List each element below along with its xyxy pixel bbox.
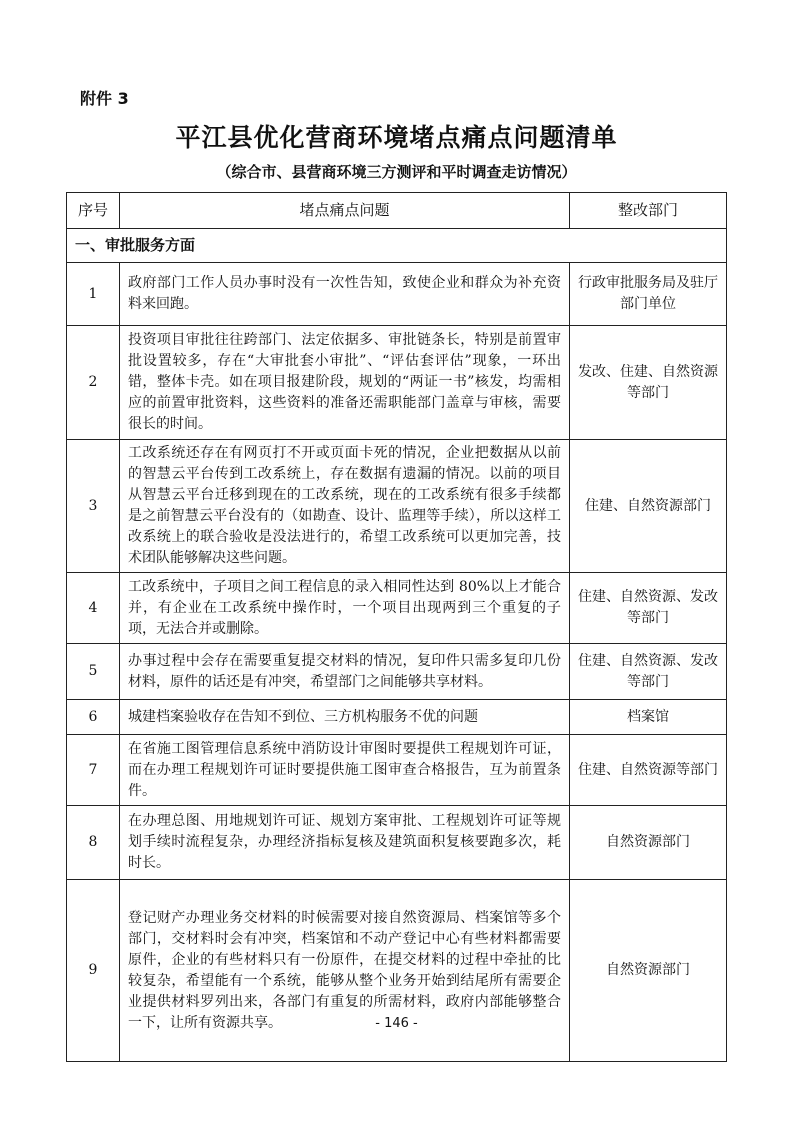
section-row <box>67 229 727 263</box>
table-row <box>67 440 727 573</box>
row-number: 4 <box>67 573 120 644</box>
row-issue: 城建档案验收存在告知不到位、三方机构服务不优的问题 <box>120 700 570 735</box>
row-number: 6 <box>67 700 120 735</box>
row-issue: 工改系统还存在有网页打不开或页面卡死的情况，企业把数据从以前的智慧云平台传到工改系统上，存在数据有遗漏的情况。以前的项目从智慧云平台迁移到现在的工改系统，现在的工改系统有很多手续都是之前智慧云平台没有的（如勘查、设计、监理等手续），所以这样工改系统上的联合验收是没法进行的，希望工改系统可以更加完善，技术团队能够解决这些问题。 <box>120 440 570 573</box>
section-title: 一、审批服务方面 <box>67 229 727 263</box>
row-issue: 工改系统中，子项目之间工程信息的录入相同性达到 80%以上才能合并，有企业在工改系统中操作时，一个项目出现两到三个重复的子项，无法合并或删除。 <box>120 573 570 644</box>
row-department: 自然资源部门 <box>570 880 727 1062</box>
row-issue: 政府部门工作人员办事时没有一次性告知，致使企业和群众为补充资料来回跑。 <box>120 263 570 326</box>
row-department: 住建、自然资源等部门 <box>570 735 727 806</box>
row-department: 住建、自然资源、发改等部门 <box>570 644 727 700</box>
row-department: 行政审批服务局及驻厅部门单位 <box>570 263 727 326</box>
attachment-label: 附件 3 <box>80 89 129 108</box>
header-department: 整改部门 <box>570 193 727 229</box>
table-row <box>67 573 727 644</box>
table-row <box>67 735 727 806</box>
page-subtitle: （综合市、县营商环境三方测评和平时调查走访情况） <box>216 163 577 181</box>
header-number: 序号 <box>67 193 120 229</box>
row-number: 8 <box>67 806 120 880</box>
row-issue: 投资项目审批往往跨部门、法定依据多、审批链条长，特别是前置审批设置较多，存在“大审批套小审批”、“评估套评估”现象，一环出错，整体卡壳。如在项目报建阶段，规划的“两证一书”核发，均需相应的前置审批资料，这些资料的准备还需职能部门盖章与审核，需要很长的时间。 <box>120 326 570 440</box>
row-department: 档案馆 <box>570 700 727 735</box>
row-number: 3 <box>67 440 120 573</box>
row-number: 2 <box>67 326 120 440</box>
row-issue: 在省施工图管理信息系统中消防设计审图时要提供工程规划许可证，而在办理工程规划许可证时要提供施工图审查合格报告，互为前置条件。 <box>120 735 570 806</box>
page-title: 平江县优化营商环境堵点痛点问题清单 <box>175 123 618 152</box>
row-department: 住建、自然资源、发改等部门 <box>570 573 727 644</box>
table-row <box>67 644 727 700</box>
table-row <box>67 700 727 735</box>
row-department: 发改、住建、自然资源等部门 <box>570 326 727 440</box>
row-number: 5 <box>67 644 120 700</box>
row-issue: 办事过程中会存在需要重复提交材料的情况，复印件只需多复印几份材料，原件的话还是有冲突，希望部门之间能够共享材料。 <box>120 644 570 700</box>
row-number: 9 <box>67 880 120 1062</box>
row-issue: 登记财产办理业务交材料的时候需要对接自然资源局、档案馆等多个部门，交材料时会有冲突，档案馆和不动产登记中心有些材料都需要原件，企业的有些材料只有一份原件，在提交材料的过程中牵扯的比较复杂，希望能有一个系统，能够从整个业务开始到结尾所有需要企业提供材料罗列出来，各部门有重复的所需材料，政府内部能够整合一下，让所有资源共享。 <box>120 880 570 1062</box>
row-department: 住建、自然资源部门 <box>570 440 727 573</box>
issue-table <box>66 192 727 1062</box>
table-row <box>67 880 727 1062</box>
page-number: - 146 - <box>375 1016 418 1031</box>
row-number: 7 <box>67 735 120 806</box>
table-row <box>67 263 727 326</box>
row-issue: 在办理总图、用地规划许可证、规划方案审批、工程规划许可证等规划手续时流程复杂，办理经济指标复核及建筑面积复核要跑多次，耗时长。 <box>120 806 570 880</box>
row-department: 自然资源部门 <box>570 806 727 880</box>
table-row <box>67 326 727 440</box>
header-issue: 堵点痛点问题 <box>120 193 570 229</box>
row-number: 1 <box>67 263 120 326</box>
table-row <box>67 806 727 880</box>
table-header-row <box>67 193 727 229</box>
